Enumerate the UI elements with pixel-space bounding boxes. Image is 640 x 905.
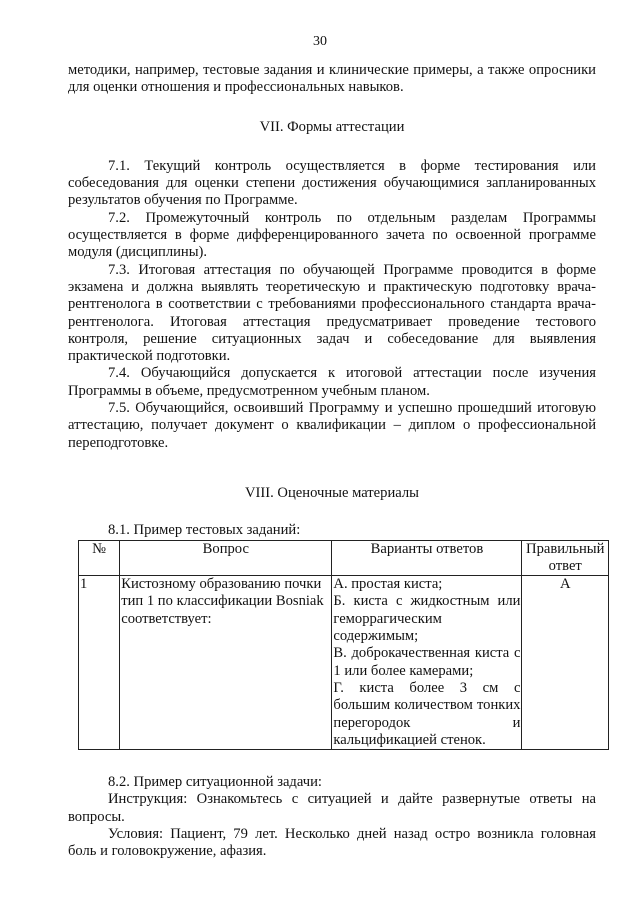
header-options: Варианты ответов — [332, 540, 522, 576]
paragraph-7-2: 7.2. Промежуточный контроль по отдельным разделам Программы осуществляется в форме дифференцированного зачета по освоенной программе модуля (дисциплины). — [68, 209, 596, 261]
option-c: В. доброкачественная киста с 1 или более камерами; — [333, 645, 521, 679]
option-b: Б. киста с жидкостным или геморрагическим содержимым; — [333, 593, 521, 645]
situational-title: 8.2. Пример ситуационной задачи: — [108, 774, 322, 791]
table-header-row — [79, 540, 609, 576]
paragraph-7-1: 7.1. Текущий контроль осуществляется в форме тестирования или собеседования для оценки степени достижения обучающимися запланированных результатов обучения по Программе. — [68, 157, 596, 209]
page-number: 30 — [313, 34, 327, 49]
document-body — [68, 62, 605, 861]
section-7-title: VII. Формы аттестации — [259, 118, 405, 135]
header-answer: Правильный ответ — [522, 540, 609, 576]
header-question: Вопрос — [120, 540, 332, 576]
table-row — [79, 576, 609, 750]
instruction-paragraph: Инструкция: Ознакомьтесь с ситуацией и дайте развернутые ответы на вопросы. — [68, 791, 596, 825]
table-caption: 8.1. Пример тестовых заданий: — [108, 522, 301, 539]
paragraph-7-4: 7.4. Обучающийся допускается к итоговой аттестации после изучения Программы в объеме, предусмотренном учебным планом. — [68, 365, 596, 399]
paragraph-7-5: 7.5. Обучающийся, освоивший Программу и успешно прошедший итоговую аттестацию, получает документ о квалификации – диплом о профессиональной переподготовке. — [68, 400, 596, 451]
cell-options — [332, 576, 522, 750]
paragraph-7-3: 7.3. Итоговая аттестация по обучающей Программе проводится в форме экзамена и должна выявлять теоретическую и практическую подготовку врача-рентгенолога в соответствии с требованиями профессионального стандарта врача-рентгенолога. Итоговая аттестация предусматривает проведение тестового контроля, решение ситуационных задач и собеседование для выявления практической подготовки. — [68, 261, 596, 365]
cell-question: Кистозному образованию почки тип 1 по классификации Bosniak соответствует: — [120, 576, 332, 750]
intro-paragraph: методики, например, тестовые задания и клинические примеры, а также опросники для оценки отношения и профессиональных навыков. — [68, 62, 596, 96]
option-a: А. простая киста; — [333, 576, 443, 593]
conditions-paragraph: Условия: Пациент, 79 лет. Несколько дней назад остро возникла головная боль и головокружение, афазия. — [68, 825, 596, 860]
cell-answer: А — [522, 576, 609, 750]
header-number: № — [79, 540, 120, 576]
test-table — [78, 540, 609, 751]
section-8-title: VIII. Оценочные материалы — [245, 484, 419, 501]
cell-number: 1 — [79, 576, 120, 750]
option-d: Г. киста более 3 см с большим количеством тонких перегородок и кальцификацией стенок. — [333, 679, 521, 748]
